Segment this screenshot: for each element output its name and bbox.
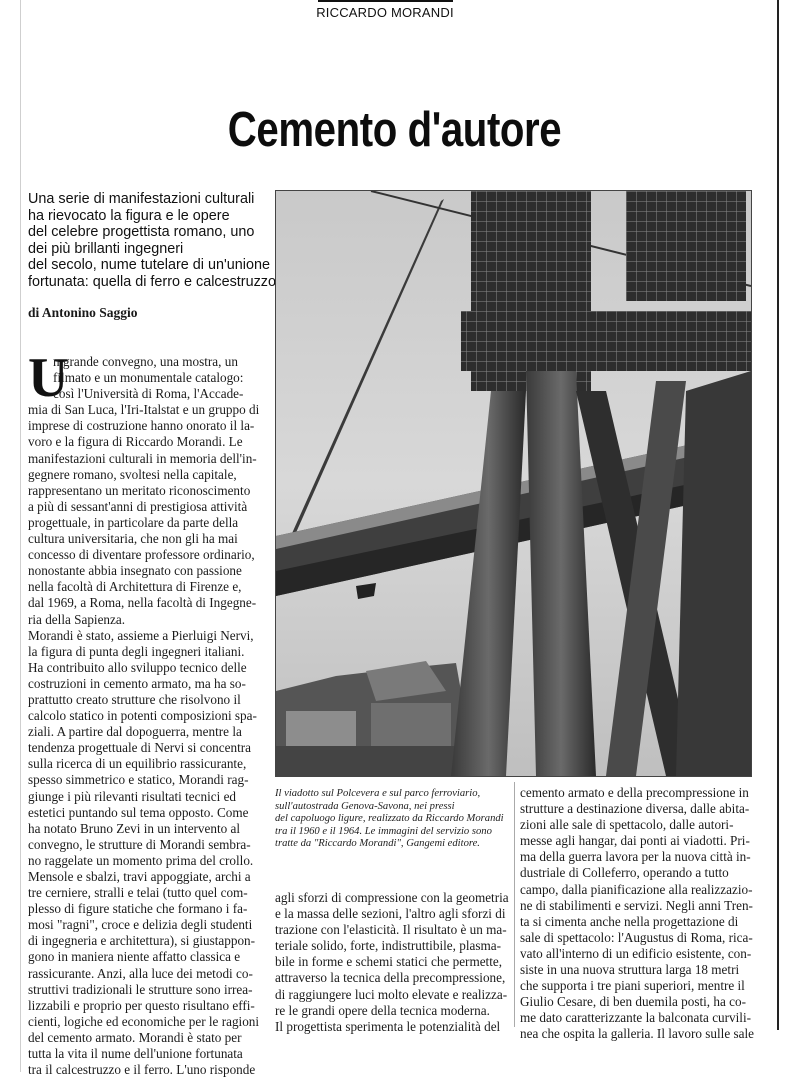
text-line: rassicurante. Anzi, alla luce dei metodi co- <box>28 965 253 981</box>
text-line: plesso di figure statiche che formano i fa- <box>28 901 248 917</box>
text-line: concesso di diventare professore ordinario, <box>28 547 255 563</box>
text-line: dal 1969, a Roma, nella facoltà di Ingegne- <box>28 595 257 611</box>
text-line: nella facoltà di Architettura di Firenze e, <box>28 579 242 595</box>
text-line: zioni alle sale di spettacolo, dalle autori- <box>520 817 734 833</box>
standfirst-line: del celebre progettista romano, uno <box>28 224 255 241</box>
body-column-3 <box>520 785 760 1043</box>
text-line: messe agli hangar, dai ponti ai viadotti. Pri- <box>520 833 750 849</box>
text-line: voro e la figura di Riccardo Morandi. Le <box>28 434 243 450</box>
text-line: progettuale, in particolare da parte della <box>28 514 239 530</box>
text-line: convegno, le strutture di Morandi sembra- <box>28 836 251 852</box>
text-line: sale di spettacolo: l'Augustus di Roma, rica- <box>520 929 753 945</box>
standfirst <box>28 191 276 291</box>
text-line: rappresentano un meritato riconoscimento <box>28 482 251 498</box>
text-line: calcolo statico in potenti composizioni spa- <box>28 708 257 724</box>
text-line: bile in forme e schemi statici che permette, <box>275 954 503 970</box>
text-line: cemento armato e della precompressione in <box>520 785 749 800</box>
text-line: ha notato Bruno Zevi in un intervento al <box>28 820 241 836</box>
text-line: ma della guerra lavora per la nuova città in- <box>520 849 751 865</box>
text-line: estetici puntando sul tema opposto. Come <box>28 804 249 820</box>
text-line: attraverso la tecnica della precompressione, <box>275 970 506 986</box>
text-line: campo, dalla pianificazione alla realizzazio- <box>520 881 753 897</box>
text-line: cultura universitaria, che non gli ha mai <box>28 531 238 547</box>
caption-line: tra il 1960 e il 1964. Le immagini del servizio sono <box>275 825 492 837</box>
caption-line: tratte da "Riccardo Morandi", Gangemi editore. <box>275 838 480 850</box>
standfirst-line: Una serie di manifestazioni culturali <box>28 191 255 207</box>
page-edge-right <box>777 0 779 1030</box>
text-line: spesso simmetrico e statico, Morandi rag- <box>28 772 249 788</box>
text-line: mia di San Luca, l'Iri-Italstat e un gruppo di <box>28 402 260 418</box>
body-column-1 <box>28 347 268 1078</box>
text-line: dustriale di Colleferro, operando a tutto <box>520 865 729 881</box>
text-line: struttivi tradizionali le strutture sono irrea- <box>28 981 253 997</box>
text-line: imprese di costruzione hanno onorato il la- <box>28 418 255 434</box>
text-line: vato all'interno di un edificio esistente, con- <box>520 945 752 961</box>
text-line: filmato e un monumentale catalogo: <box>53 370 244 386</box>
text-line: re le grandi opere della tecnica moderna. <box>275 1002 490 1018</box>
text-line: lizzabili e proprio per questo risultano effi- <box>28 997 255 1013</box>
text-line: Giulio Cesare, di ben duemila posti, ha co- <box>520 994 746 1010</box>
standfirst-line: fortunata: quella di ferro e calcestruzzo <box>28 273 276 290</box>
text-line: manifestazioni culturali in memoria dell'in- <box>28 450 257 466</box>
text-line: Mensole e sbalzi, travi appoggiate, archi a <box>28 869 251 884</box>
text-line: ne di stabilimenti e servizi. Negli anni Tren- <box>520 897 753 913</box>
text-line: ta si cimenta anche nella progettazione di <box>520 913 739 929</box>
header-rule <box>318 0 453 2</box>
photo-caption <box>275 788 505 851</box>
text-line: n grande convegno, una mostra, un <box>53 354 238 369</box>
text-line: agli sforzi di compressione con la geometria <box>275 890 509 905</box>
text-line: siste in una nuova struttura larga 18 metri <box>520 962 740 978</box>
standfirst-line: del secolo, nume tutelare di un'unione <box>28 257 270 274</box>
text-line: me dato caratterizzante la balconata curvili- <box>520 1010 752 1026</box>
text-line: mosi "ragni", croce e delizia degli studenti <box>28 917 253 933</box>
text-line: costruzioni in cemento armato, ma ha so- <box>28 675 246 691</box>
text-line: ziali. A partire dal dopoguerra, mentre la <box>28 724 242 740</box>
text-line: Morandi è stato, assieme a Pierluigi Nervi, <box>28 627 254 643</box>
bridge-photo <box>275 190 752 777</box>
text-line: trazione con l'elasticità. Il risultato è un ma- <box>275 922 507 938</box>
body-column-2 <box>275 890 510 1035</box>
text-line: gono in maniera niente affatto classica e <box>28 949 241 965</box>
article-title: Cemento d'autore <box>227 103 562 157</box>
caption-line: sull'autostrada Genova-Savona, nei pressi <box>275 800 455 812</box>
text-line: di raggiungere luci molto elevate e realizza- <box>275 986 508 1002</box>
text-line: giunge i più rilevanti risultati tecnici ed <box>28 788 237 804</box>
text-line: e la massa delle sezioni, l'altro agli sforzi di <box>275 906 506 922</box>
text-line: tendenza progettuale di Nervi si concentra <box>28 740 251 756</box>
text-line: a più di sessant'anni di prestigiosa attività <box>28 498 248 514</box>
text-line: tutta la vita il nume dell'unione fortunata <box>28 1046 243 1062</box>
text-line: la figura di punta degli ingegneri italiani. <box>28 643 245 659</box>
standfirst-line: ha rievocato la figura e le opere <box>28 207 230 224</box>
drop-cap: U <box>28 347 69 409</box>
text-line: no raggelate un momento prima del crollo. <box>28 852 254 868</box>
text-line: che supporta i tre piani superiori, mentre il <box>520 978 745 994</box>
text-line: così l'Università di Roma, l'Accade- <box>53 386 244 402</box>
text-line: ria della Sapienza. <box>28 611 126 627</box>
text-line: teriale solido, forte, indistruttibile, plasma- <box>275 938 501 954</box>
text-line: tra il calcestruzzo e il ferro. L'uno risponde <box>28 1062 256 1078</box>
text-line: strutture a destinazione diversa, dalle abita- <box>520 801 750 817</box>
column-divider <box>514 782 515 1027</box>
text-line: di ingegneria e architettura), si giustappon- <box>28 933 256 949</box>
section-header: RICCARDO MORANDI <box>316 5 454 20</box>
text-line: tre cerniere, stralli e telai (tutto quel com- <box>28 885 248 901</box>
text-line: nea che ospita la galleria. Il lavoro sulle sale <box>520 1026 754 1042</box>
text-line: del cemento armato. Morandi è stato per <box>28 1029 242 1045</box>
byline: di Antonino Saggio <box>28 305 138 320</box>
page-edge-left <box>20 0 21 1072</box>
caption-line: del capoluogo ligure, realizzato da Riccardo Morandi <box>275 813 504 825</box>
text-line: Ha contribuito allo sviluppo tecnico delle <box>28 659 247 675</box>
text-line: nonostante abbia insegnato con passione <box>28 563 242 579</box>
text-line: cienti, logiche ed economiche per le ragioni <box>28 1013 260 1029</box>
standfirst-line: dei più brillanti ingegneri <box>28 240 184 257</box>
text-line: sulla ricerca di un equilibrio rassicurante, <box>28 756 247 772</box>
text-line: Il progettista sperimenta le potenzialità del <box>275 1018 501 1034</box>
text-line: gegnere romano, svoltesi nella capitale, <box>28 466 237 482</box>
caption-line: Il viadotto sul Polcevera e sul parco ferroviario, <box>275 788 481 799</box>
text-line: prattutto creato strutture che risolvono il <box>28 691 241 707</box>
